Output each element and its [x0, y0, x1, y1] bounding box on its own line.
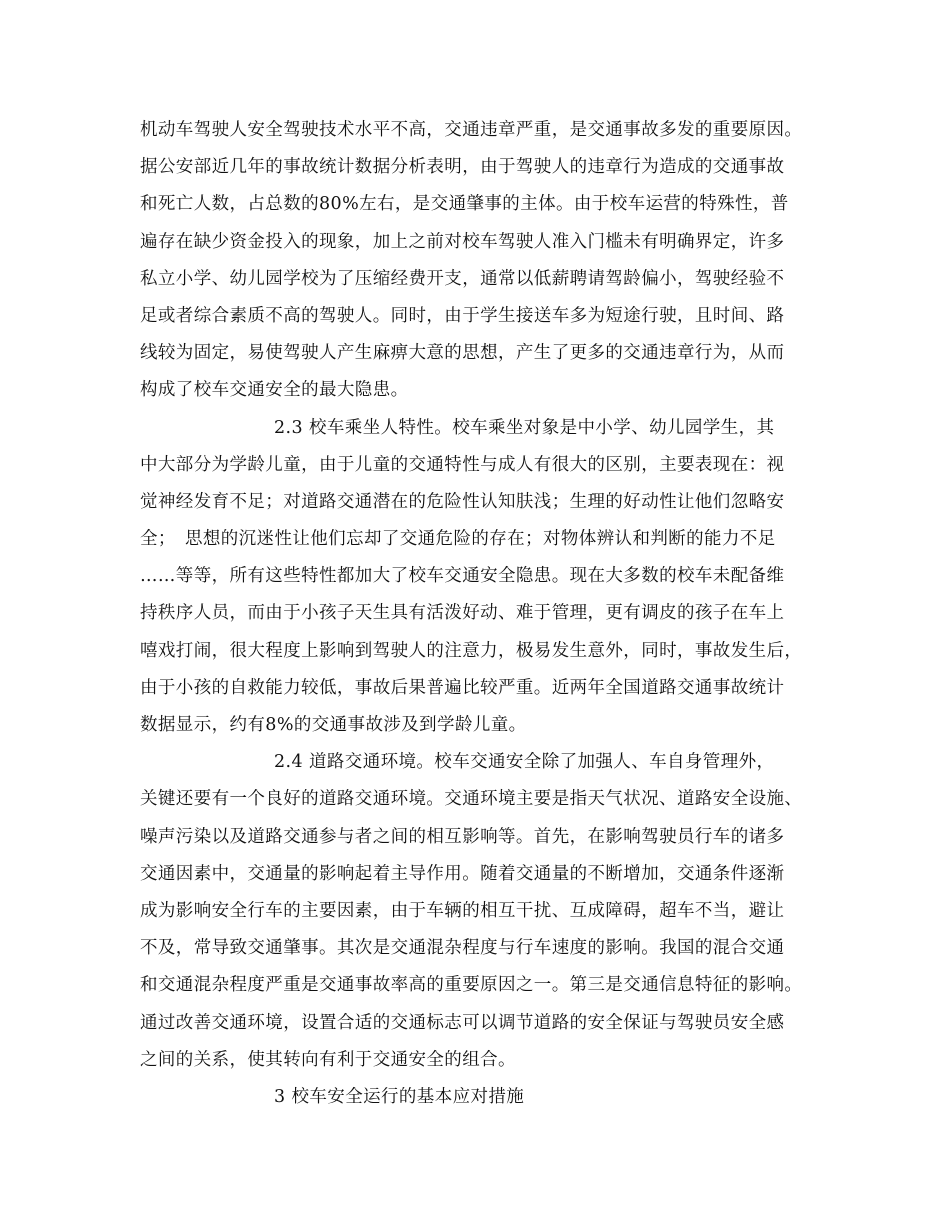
text-line: ……等等，所有这些特性都加大了校车交通安全隐患。现在大多数的校车未配备维 — [140, 566, 785, 587]
section-heading-line: 3 校车安全运行的基本应对措施 — [274, 1086, 525, 1107]
text-line: 成为影响安全行车的主要因素，由于车辆的相互干扰、互成障碍，超车不当，避让 — [140, 900, 785, 921]
text-line: 遍存在缺少资金投入的现象，加上之前对校车驾驶人准入门槛未有明确界定，许多 — [140, 231, 785, 252]
text-line: 噪声污染以及道路交通参与者之间的相互影响等。首先，在影响驾驶员行车的诸多 — [140, 826, 785, 847]
section-heading-line: 2.3 校车乘坐人特性。校车乘坐对象是中小学、幼儿园学生，其 — [274, 417, 775, 438]
text-line: 数据显示，约有8%的交通事故涉及到学龄儿童。 — [140, 715, 527, 735]
text-line: 全； 思想的沉迷性让他们忘却了交通危险的存在；对物体辨认和判断的能力不足 — [140, 529, 776, 550]
text-line: 嘻戏打闹，很大程度上影响到驾驶人的注意力，极易发生意外，同时，事故发生后， — [140, 640, 803, 661]
text-line: 觉神经发育不足；对道路交通潜在的危险性认知肤浅；生理的好动性让他们忽略安 — [140, 491, 785, 512]
text-line: 线较为固定，易使驾驶人产生麻痹大意的思想，产生了更多的交通违章行为，从而 — [140, 343, 785, 364]
text-line: 构成了校车交通安全的最大隐患。 — [140, 380, 409, 401]
text-line: 足或者综合素质不高的驾驶人。同时，由于学生接送车多为短途行驶，且时间、路 — [140, 305, 785, 326]
text-line: 中大部分为学龄儿童，由于儿童的交通特性与成人有很大的区别，主要表现在：视 — [140, 454, 785, 475]
text-line: 机动车驾驶人安全驾驶技术水平不高，交通违章严重，是交通事故多发的重要原因。 — [140, 120, 803, 140]
text-line: 和死亡人数，占总数的80%左右，是交通肇事的主体。由于校车运营的特殊性，普 — [140, 194, 789, 215]
section-heading-line: 2.4 道路交通环境。校车交通安全除了加强人、车自身管理外， — [274, 752, 775, 773]
text-line: 由于小孩的自救能力较低，事故后果普遍比较严重。近两年全国道路交通事故统计 — [140, 677, 785, 698]
text-line: 私立小学、幼儿园学校为了压缩经费开支，通常以低薪聘请驾龄偏小，驾驶经验不 — [140, 268, 785, 289]
text-line: 据公安部近几年的事故统计数据分析表明，由于驾驶人的违章行为造成的交通事故 — [140, 157, 785, 178]
text-line: 持秩序人员，而由于小孩子天生具有活泼好动、难于管理，更有调皮的孩子在车上 — [140, 603, 785, 624]
text-line: 通过改善交通环境，设置合适的交通标志可以调节道路的安全保证与驾驶员安全感 — [140, 1012, 785, 1033]
text-line: 之间的关系，使其转向有利于交通安全的组合。 — [140, 1049, 516, 1070]
text-line: 关键还要有一个良好的道路交通环境。交通环境主要是指天气状况、道路安全设施、 — [140, 789, 803, 810]
text-line: 不及，常导致交通肇事。其次是交通混杂程度与行车速度的影响。我国的混合交通 — [140, 938, 785, 959]
body-text — [140, 112, 820, 1116]
text-line: 交通因素中，交通量的影响起着主导作用。随着交通量的不断增加，交通条件逐渐 — [140, 863, 785, 884]
text-line: 和交通混杂程度严重是交通事故率高的重要原因之一。第三是交通信息特征的影响。 — [140, 975, 803, 996]
